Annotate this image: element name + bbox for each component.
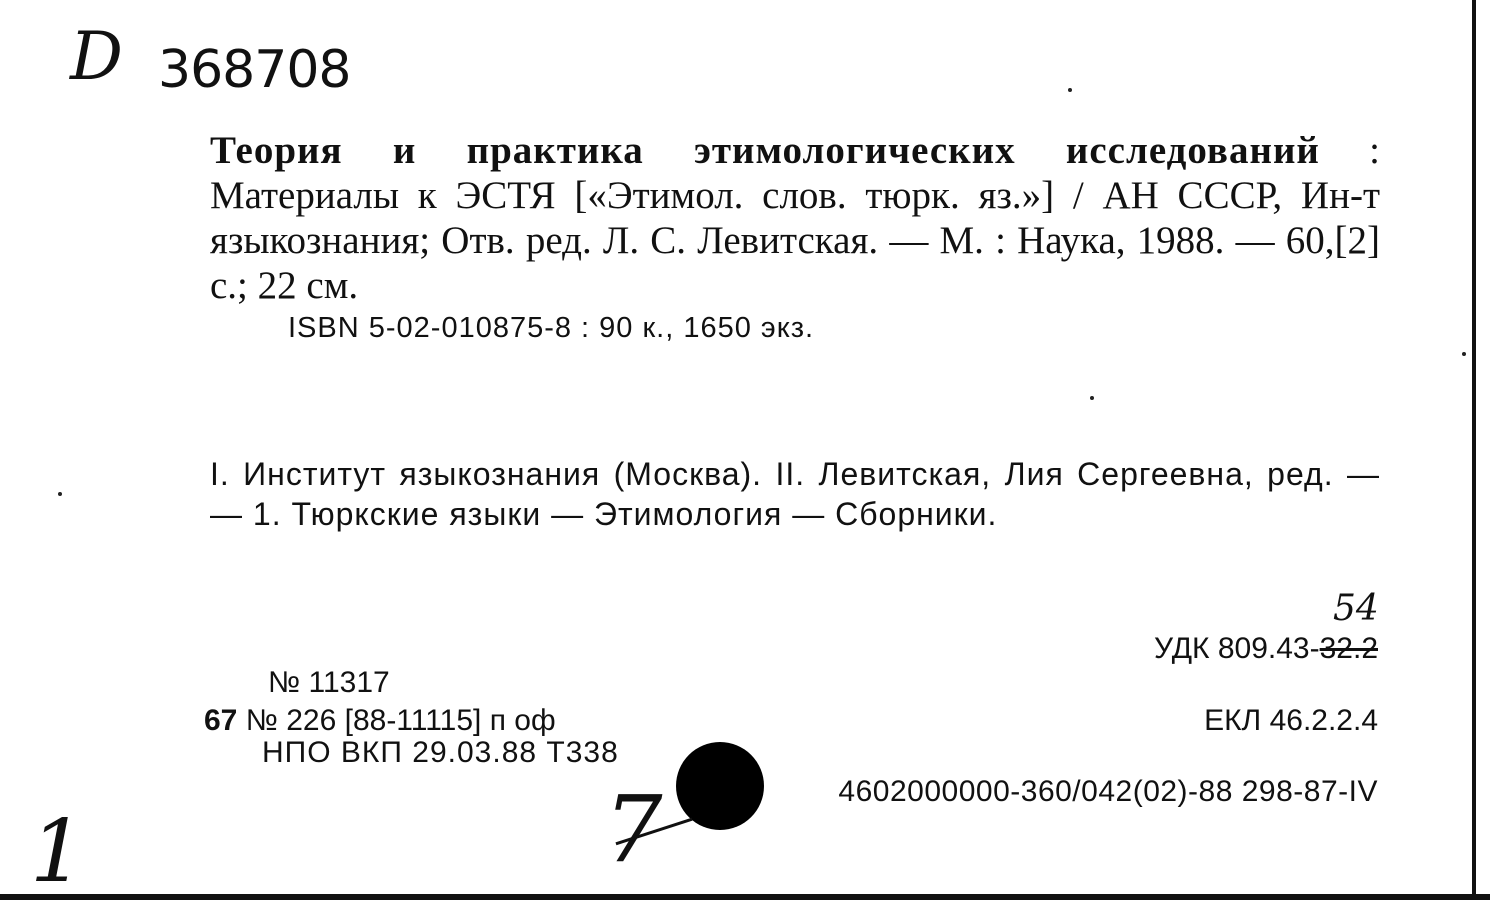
bibliographic-description	[210, 128, 1380, 308]
order-line	[204, 704, 556, 738]
speck	[1462, 352, 1466, 356]
card-bottom-edge	[0, 894, 1490, 900]
npo-line: НПО ВКП 29.03.88 Т338	[262, 736, 619, 769]
handwritten-seven: 7	[604, 776, 663, 883]
card-right-edge	[1472, 0, 1476, 900]
isbn-line: ISBN 5-02-010875-8 : 90 к., 1650 экз.	[288, 312, 815, 344]
speck	[58, 492, 62, 496]
handwritten-letter: D	[70, 18, 123, 95]
catalog-code: 4602000000-360/042(02)-88 298-87-IV	[838, 775, 1378, 808]
udk-handwritten-correction: 54	[1333, 588, 1379, 629]
udk-prefix: УДК 809.43-	[1154, 632, 1320, 665]
speck	[1090, 396, 1094, 400]
order-prefix: 67	[204, 704, 238, 737]
book-title: Теория и практика этимологических исследований	[210, 129, 1320, 172]
number-line: № 11317	[268, 666, 390, 699]
udk-line	[1154, 632, 1378, 666]
speck	[1068, 88, 1072, 92]
card-number: 368708	[158, 40, 351, 100]
tracings: I. Институт языкознания (Москва). II. Левитская, Лия Сергеевна, ред. — — 1. Тюркские языки — Этимология — Сборники.	[210, 456, 1380, 532]
handwritten-one: 1	[30, 802, 85, 902]
udk-struck-value: 32.2	[1319, 632, 1378, 665]
punch-hole	[676, 742, 764, 830]
bibliographic-details: : Материалы к ЭСТЯ [«Этимол. слов. тюрк. яз.»] / АН СССР, Ин-т языкознания; Отв. ред. Л. С. Левитская. — М. : Наука, 1988. — 60,[2] с.; 22 см.	[210, 129, 1380, 307]
order-text: № 226 [88-11115] п оф	[237, 704, 556, 737]
ekl-line: ЕКЛ 46.2.2.4	[1204, 704, 1378, 737]
